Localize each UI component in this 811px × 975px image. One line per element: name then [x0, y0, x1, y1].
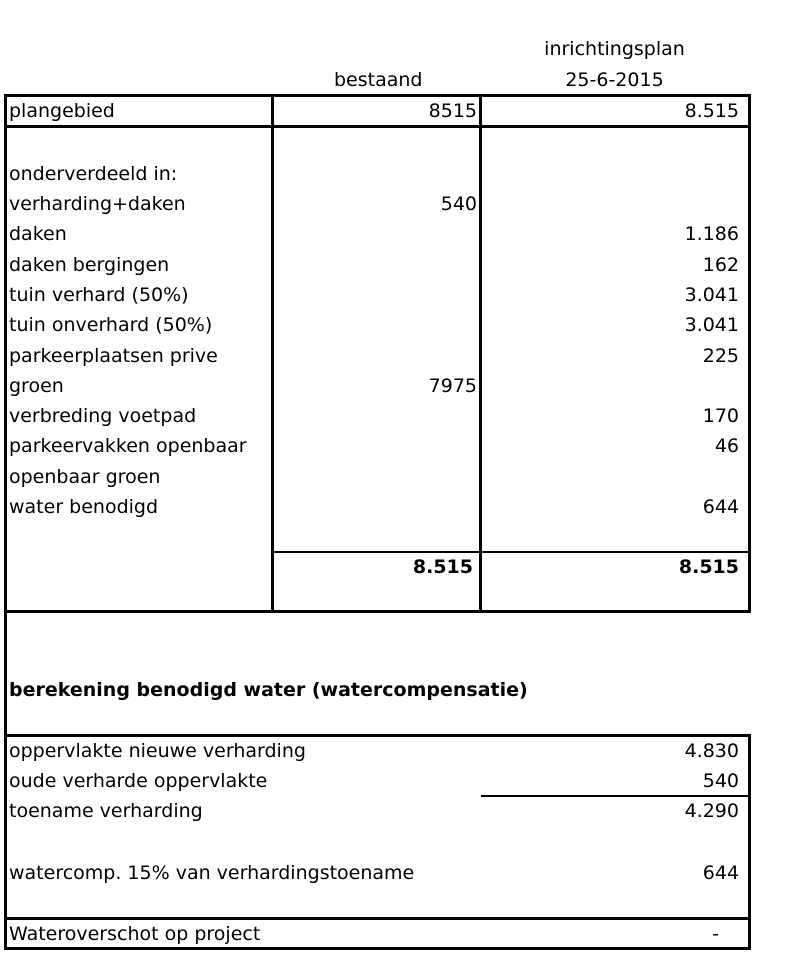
plan-area-plan: 8.515: [684, 100, 739, 122]
table-left-border: [4, 94, 7, 613]
column-header-existing: bestaand: [334, 69, 423, 91]
row-existing-value: [275, 344, 477, 368]
row-label: water benodigd: [9, 496, 159, 518]
surplus-label: Wateroverschot op project: [9, 923, 261, 945]
row-plan-value: [483, 465, 739, 489]
row-plan-value: 162: [702, 253, 739, 276]
row-existing-value: [275, 283, 477, 307]
plan-area-existing: 8515: [428, 100, 477, 122]
row-existing-value: [275, 495, 477, 519]
subtraction-line: [481, 795, 748, 797]
row-plan-value: 3.041: [684, 283, 739, 306]
calc-row-value: 4.830: [684, 740, 739, 762]
row-existing-value: [275, 434, 477, 458]
row-label: parkeervakken openbaar: [9, 435, 247, 458]
surplus-value: -: [712, 923, 719, 945]
row-plan-value: [483, 374, 739, 398]
row-label: tuin onverhard (50%): [9, 314, 213, 337]
row-plan-value: 225: [702, 344, 739, 367]
row-label: daken bergingen: [9, 253, 170, 276]
column-divider-2: [479, 94, 482, 613]
row-plan-value: 170: [702, 405, 739, 428]
table-top-border: [4, 94, 751, 97]
row-plan-value: [483, 192, 739, 216]
row-existing-value: 7975: [428, 374, 477, 397]
column-header-plan-line2: 25-6-2015: [565, 69, 664, 91]
surplus-top-border: [4, 917, 751, 920]
calc-row-label: oppervlakte nieuwe verharding: [9, 740, 306, 762]
row-existing-value: [275, 404, 477, 428]
row-existing-value: 540: [440, 193, 477, 215]
column-header-plan-line1: inrichtingsplan: [544, 38, 685, 60]
total-plan: 8.515: [678, 556, 739, 578]
row-label: daken: [9, 223, 67, 246]
section-left-border: [4, 613, 7, 950]
row-label: verharding+daken: [9, 193, 186, 215]
totals-separator: [273, 551, 750, 553]
calc-row-label: toename verharding: [9, 800, 203, 822]
subdivision-heading: onderverdeeld in:: [9, 163, 178, 185]
row-plan-value: 3.041: [684, 314, 739, 337]
calc-row-value: 540: [702, 770, 739, 792]
row-plan-value: 644: [702, 496, 739, 518]
row-plan-value: 46: [714, 435, 739, 458]
row-plan-value: 1.186: [684, 223, 739, 246]
row-label: tuin verhard (50%): [9, 283, 189, 306]
surplus-bottom-border: [4, 947, 751, 950]
calculation-title: berekening benodigd water (watercompensatie): [9, 679, 528, 701]
plan-area-bottom-border: [4, 125, 751, 128]
compensation-value: 644: [702, 862, 739, 884]
row-existing-value: [275, 313, 477, 337]
total-existing: 8.515: [412, 556, 473, 578]
table-right-border: [748, 94, 751, 613]
calc-row-value: 4.290: [684, 800, 739, 822]
column-divider-1: [271, 94, 274, 613]
row-existing-value: [275, 222, 477, 246]
row-label: openbaar groen: [9, 465, 161, 488]
table-bottom-border: [4, 610, 751, 613]
row-label: parkeerplaatsen prive: [9, 344, 218, 367]
calculation-top-border: [4, 734, 751, 737]
plan-area-label: plangebied: [9, 100, 115, 122]
calc-row-label: oude verharde oppervlakte: [9, 770, 268, 792]
row-label: groen: [9, 374, 64, 397]
row-label: verbreding voetpad: [9, 405, 197, 428]
row-existing-value: [275, 253, 477, 277]
row-existing-value: [275, 465, 477, 489]
compensation-label: watercomp. 15% van verhardingstoename: [9, 862, 415, 884]
